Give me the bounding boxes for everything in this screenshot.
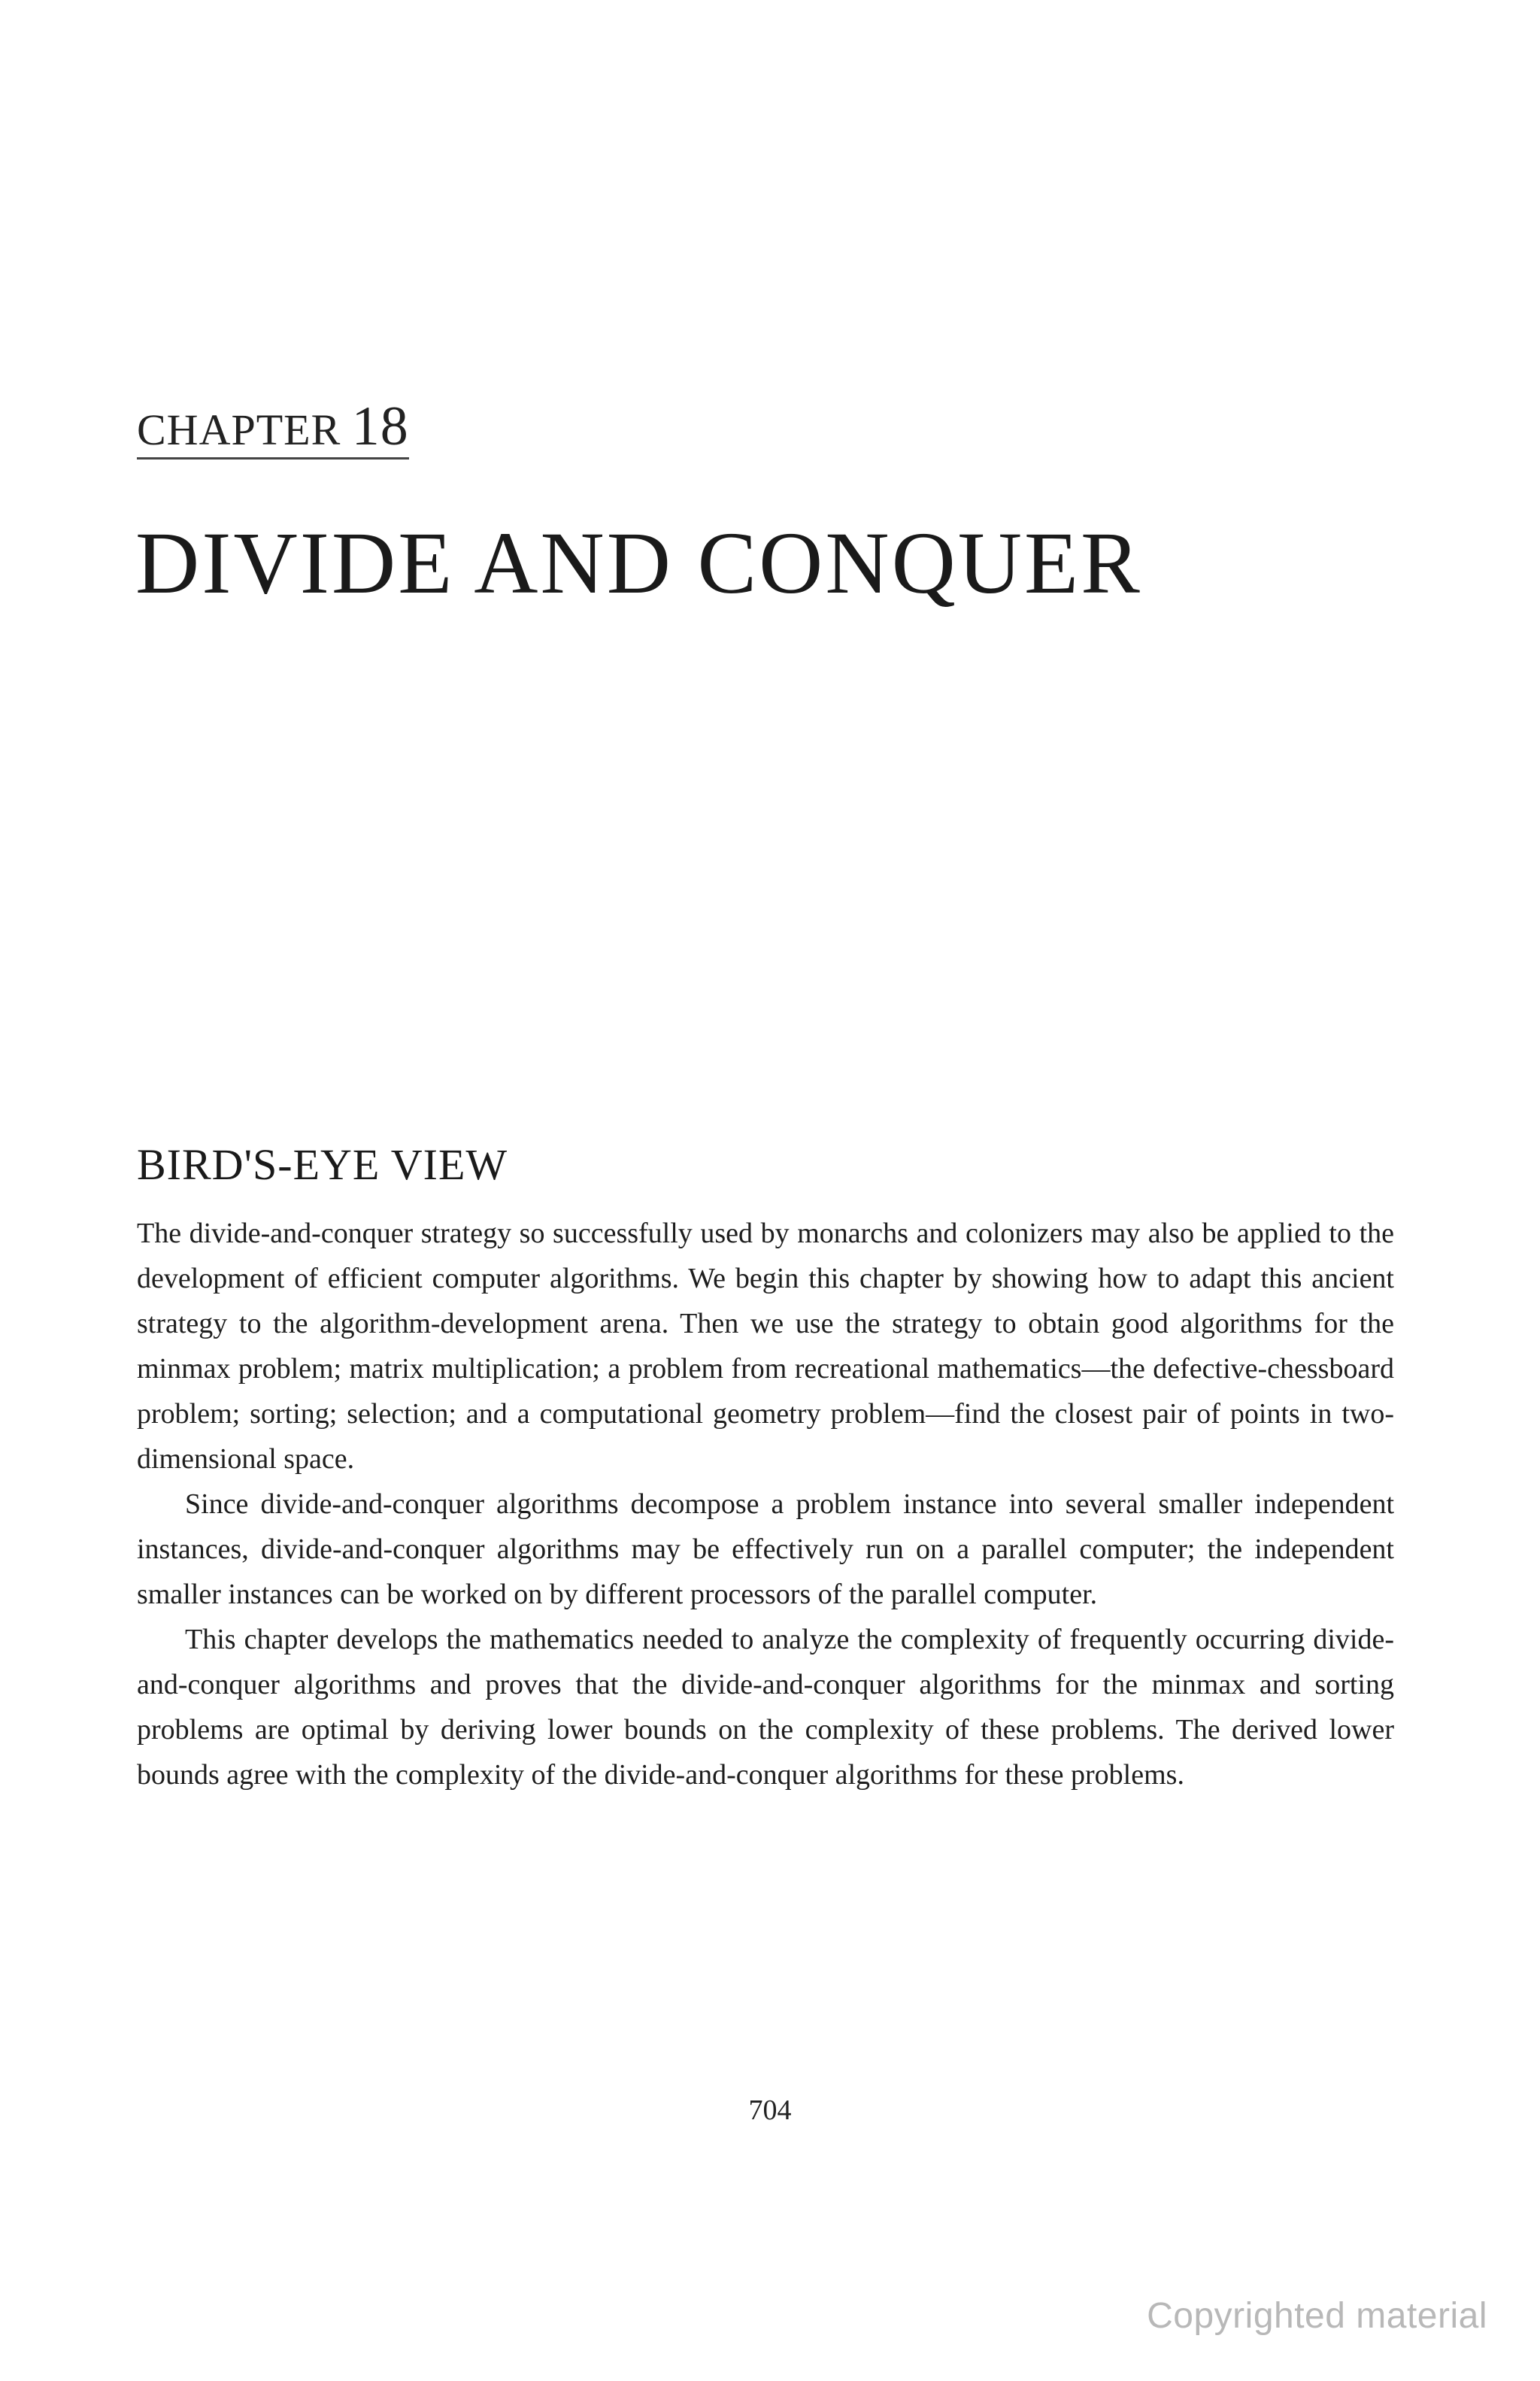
paragraph-3: This chapter develops the mathematics needed to analyze the complexity of frequently occurring divide-and-conquer algorithms and proves that the divide-and-conquer algorithms for the minmax and sorting problems are optimal by deriving lower bounds on the complexity of these problems. The derived lower bounds agree with the complexity of the divide-and-conquer algorithms for these problems. — [137, 1624, 1394, 1791]
chapter-label — [137, 396, 409, 460]
chapter-number: 18 — [351, 396, 409, 457]
copyright-watermark: Copyrighted material — [1147, 2296, 1487, 2336]
section-body — [137, 1211, 1394, 1797]
paragraph-1: The divide-and-conquer strategy so successfully used by monarchs and colonizers may also be applied to the development of efficient computer algorithms. We begin this chapter by showing how to adapt this ancient strategy to the algorithm-development arena. Then we use the strategy to obtain good algorithms for the minmax problem; matrix multiplication; a problem from recreational mathematics—the defective-chessboard problem; sorting; selection; and a computational geometry problem—find the closest pair of points in two-dimensional space. — [137, 1218, 1394, 1475]
paragraph-2: Since divide-and-conquer algorithms decompose a problem instance into several smaller independent instances, divide-and-conquer algorithms may be effectively run on a parallel computer; the independent smaller instances can be worked on by different processors of the parallel computer. — [137, 1488, 1394, 1610]
section-heading: BIRD'S-EYE VIEW — [137, 1140, 508, 1189]
chapter-title: DIVIDE AND CONQUER — [135, 514, 1142, 612]
chapter-word: CHAPTER — [137, 405, 341, 454]
page-number: 704 — [748, 2094, 792, 2126]
